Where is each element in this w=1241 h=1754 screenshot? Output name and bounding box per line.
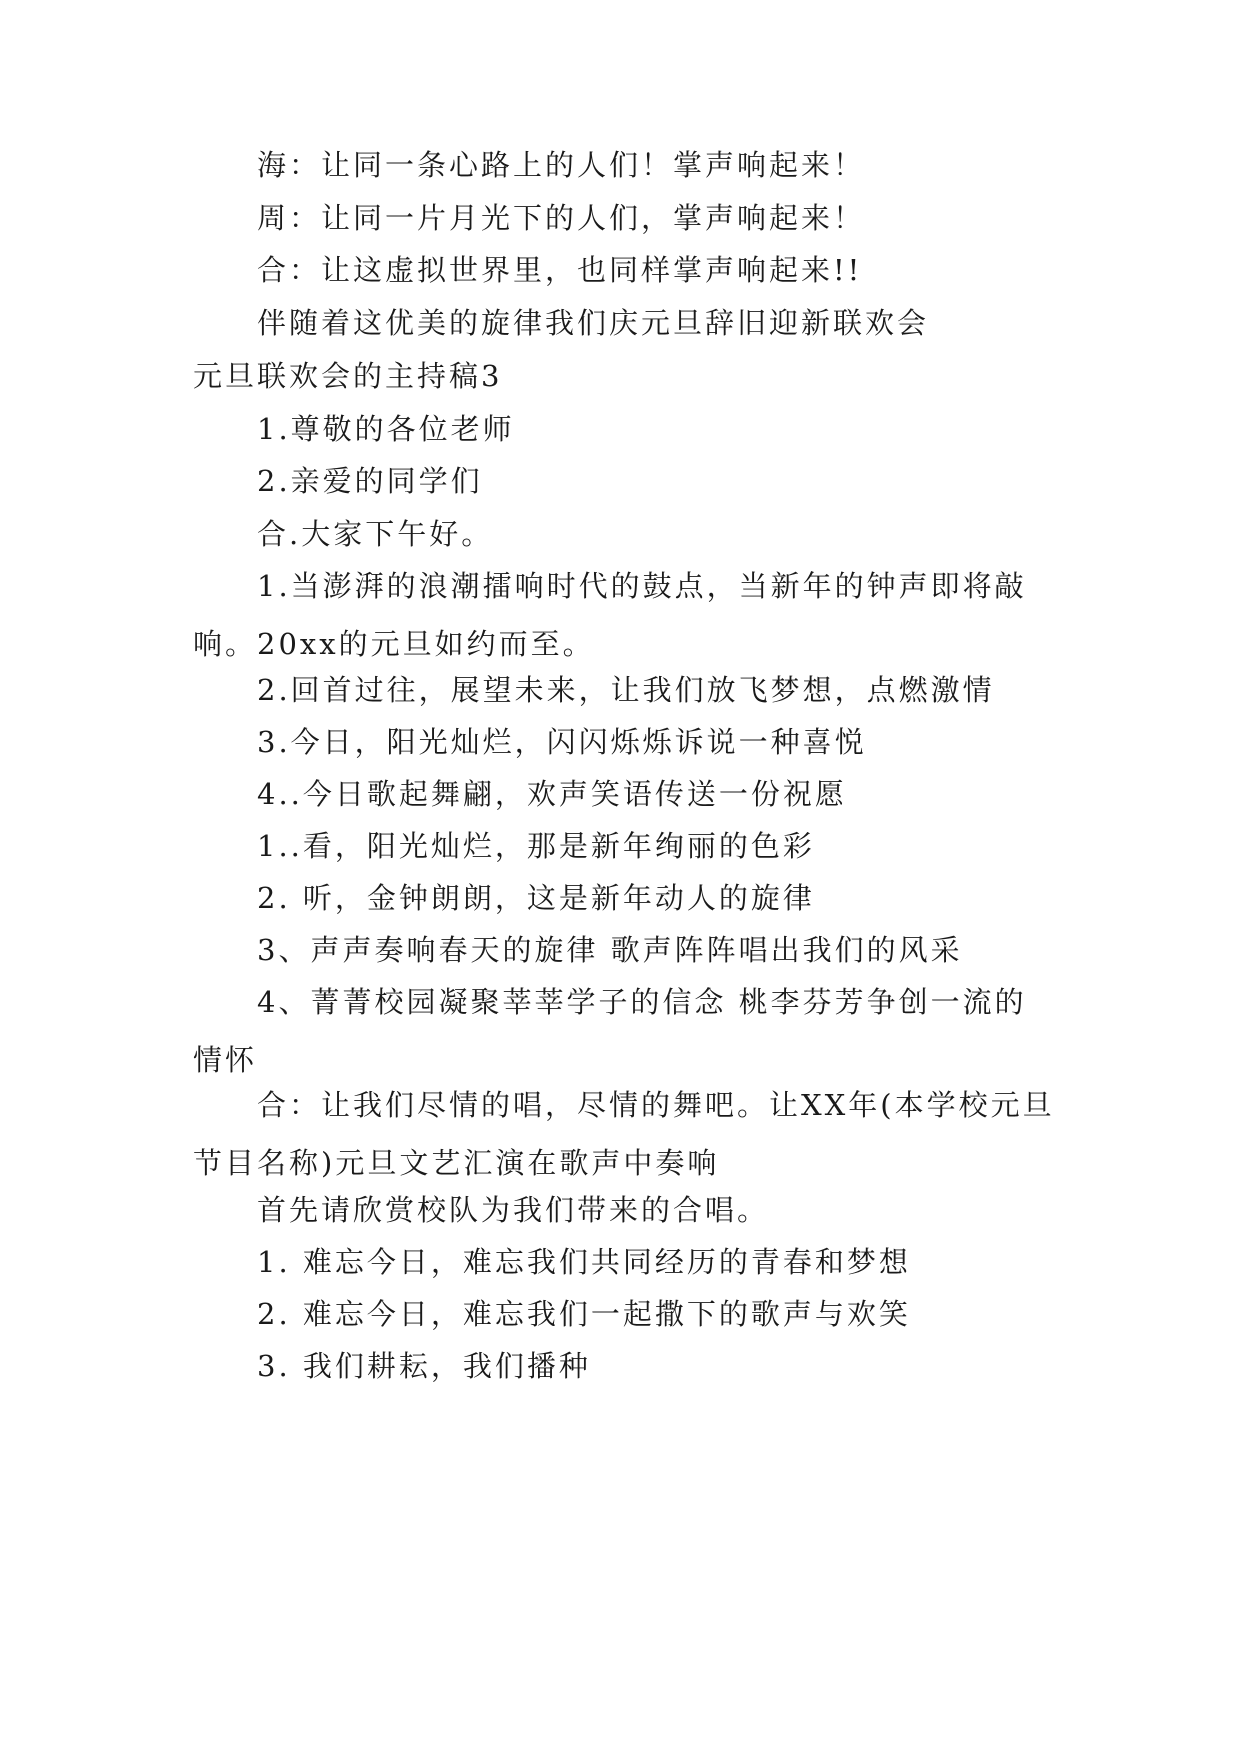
- paragraph-12: 4..今日歌起舞翩，欢声笑语传送一份祝愿: [257, 777, 847, 811]
- paragraph-1: 海：让同一条心路上的人们！掌声响起来！: [257, 148, 866, 182]
- paragraph-15: 3、声声奏响春天的旋律 歌声阵阵唱出我们的风采: [257, 933, 963, 967]
- paragraph-16: 4、菁菁校园凝聚莘莘学子的信念 桃李芬芳争创一流的情怀: [193, 985, 1027, 1077]
- paragraph-11: 3.今日，阳光灿烂，闪闪烁烁诉说一种喜悦: [257, 725, 867, 759]
- paragraph-7: 2.亲爱的同学们: [257, 464, 483, 498]
- paragraph-19: 1. 难忘今日，难忘我们共同经历的青春和梦想: [257, 1245, 911, 1279]
- paragraph-9: 1.当澎湃的浪潮擂响时代的鼓点，当新年的钟声即将敲响。20xx的元旦如约而至。: [193, 569, 1027, 661]
- paragraph-6: 1.尊敬的各位老师: [257, 412, 515, 446]
- section-heading: 元旦联欢会的主持稿3: [193, 359, 503, 393]
- paragraph-10: 2.回首过往，展望未来，让我们放飞梦想，点燃激情: [257, 673, 995, 707]
- paragraph-18: 首先请欣赏校队为我们带来的合唱。: [257, 1193, 770, 1227]
- paragraph-2: 周：让同一片月光下的人们，掌声响起来！: [257, 201, 866, 235]
- paragraph-21: 3. 我们耕耘，我们播种: [257, 1349, 591, 1383]
- paragraph-20: 2. 难忘今日，难忘我们一起撒下的歌声与欢笑: [257, 1297, 911, 1331]
- paragraph-14: 2. 听，金钟朗朗，这是新年动人的旋律: [257, 881, 815, 915]
- paragraph-8: 合.大家下午好。: [257, 517, 494, 551]
- paragraph-17: 合：让我们尽情的唱，尽情的舞吧。让XX年(本学校元旦节目名称)元旦文艺汇演在歌声中奏响: [193, 1088, 1055, 1180]
- paragraph-13: 1..看，阳光灿烂，那是新年绚丽的色彩: [257, 829, 815, 863]
- paragraph-3: 合：让这虚拟世界里，也同样掌声响起来!!: [257, 253, 863, 287]
- paragraph-4: 伴随着这优美的旋律我们庆元旦辞旧迎新联欢会: [257, 306, 930, 340]
